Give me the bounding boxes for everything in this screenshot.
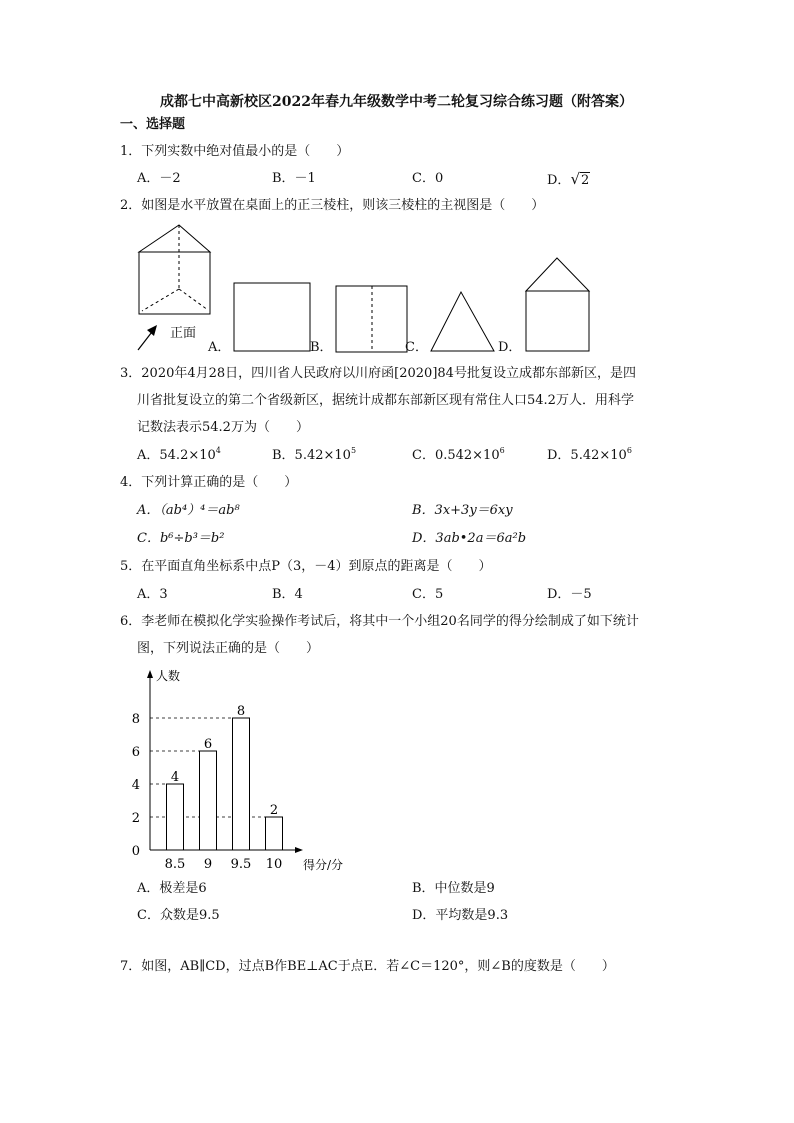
q1-option-b: B．－1: [272, 171, 316, 186]
x-tick-label-10: 10: [265, 857, 283, 872]
question-3-line-3: 记数法表示54.2万为（ ）: [137, 420, 309, 435]
q3-option-d-base: D．5.42×10: [547, 448, 627, 463]
q4-option-c: C．b⁶÷b³＝b²: [137, 531, 225, 546]
x-tick-label-9: 9: [203, 857, 213, 872]
q3-option-a-exponent: 4: [215, 446, 221, 455]
y-tick-label-0: 0: [131, 844, 140, 859]
q4-option-b: B．3x+3y＝6xy: [412, 503, 513, 518]
y-tick-label-8: 8: [131, 712, 140, 727]
data-label-8.5: 4: [170, 770, 180, 785]
section-heading: 一、选择题: [120, 117, 186, 132]
question-7-stem: 7．如图，AB∥CD，过点B作BE⊥AC于点E．若∠C＝120°，则∠B的度数是（ ）: [120, 959, 615, 974]
question-6-line-1: 6．李老师在模拟化学实验操作考试后，将其中一个小组20名同学的得分绘制成了如下统计: [120, 614, 639, 629]
prism-hidden-right: [179, 289, 208, 310]
q5-option-d: D．－5: [547, 587, 592, 602]
q6-option-b: B．中位数是9: [412, 881, 495, 896]
q1-option-d-label: D．: [547, 173, 571, 188]
sqrt-symbol: √: [570, 170, 580, 188]
bar-9: [200, 751, 217, 850]
y-tick-label-6: 6: [131, 745, 140, 760]
page-title: 成都七中高新校区2022年春九年级数学中考二轮复习综合练习题（附答案）: [160, 94, 633, 110]
data-label-10: 2: [269, 803, 279, 818]
q3-option-b-exponent: 5: [350, 446, 357, 455]
question-3-line-1: 3．2020年4月28日，四川省人民政府以川府函[2020]84号批复设立成都东部新区，是四: [120, 366, 636, 381]
q2-option-d: D．: [498, 340, 522, 355]
q6-option-d: D．平均数是9.3: [412, 908, 509, 923]
option-b-figure: [335, 285, 410, 355]
option-d-square: [526, 291, 589, 351]
sqrt-radicand: 2: [581, 173, 590, 188]
question-6-line-2: 图，下列说法正确的是（ ）: [137, 641, 320, 656]
q3-option-c-exponent: 6: [499, 446, 505, 455]
q5-option-b: B．4: [272, 587, 303, 602]
data-label-9.5: 8: [236, 704, 246, 719]
y-tick-label-2: 2: [131, 811, 140, 826]
q3-option-c-base: C．0.542×10: [412, 448, 500, 463]
prism-hidden-left: [142, 289, 179, 311]
option-d-figure: [523, 256, 593, 354]
y-axis-label: 人数: [156, 669, 181, 683]
option-a-rectangle: [234, 283, 310, 351]
q2-option-a: A．: [208, 340, 231, 355]
question-3-line-2: 川省批复设立的第二个省级新区，据统计成都东部新区现有常住人口54.2万人．用科学: [137, 393, 634, 408]
q5-option-a: A．3: [137, 587, 168, 602]
question-2-stem: 2．如图是水平放置在桌面上的正三棱柱，则该三棱柱的主视图是（ ）: [120, 198, 545, 213]
q3-option-d-exponent: 6: [626, 446, 632, 455]
y-tick-label-4: 4: [131, 778, 140, 793]
q2-option-b: B．: [310, 340, 333, 355]
question-4-stem: 4．下列计算正确的是（ ）: [120, 475, 298, 490]
front-arrow-head: [147, 325, 157, 336]
q3-option-b: [272, 448, 356, 464]
option-a-figure: [233, 282, 313, 354]
q6-option-c: C．众数是9.5: [137, 908, 220, 923]
q3-option-c: [412, 448, 505, 464]
bar-9.5: [233, 718, 250, 850]
bar-8.5: [167, 784, 184, 850]
q2-option-c: C．: [405, 340, 428, 355]
q4-option-d: D．3ab•2a＝6a²b: [412, 531, 527, 546]
x-tick-label-8.5: 8.5: [164, 857, 186, 872]
prism-front-face: [139, 252, 210, 314]
option-c-figure: [428, 290, 498, 354]
x-axis-label: 得分/分: [303, 858, 344, 872]
q3-option-d: [547, 448, 632, 464]
q1-option-a: A．－2: [137, 171, 181, 186]
q3-option-a-base: A．54.2×10: [137, 448, 216, 463]
bar-10: [266, 817, 283, 850]
x-axis-arrow: [295, 847, 303, 853]
q4-option-a: A．（ab⁴）⁴＝ab⁸: [137, 503, 240, 518]
question-1-stem: 1．下列实数中绝对值最小的是（ ）: [120, 144, 350, 159]
data-label-9: 6: [203, 737, 213, 752]
q6-option-a: A．极差是6: [137, 881, 207, 896]
q3-option-b-base: B．5.42×10: [272, 448, 351, 463]
prism-top-triangle: [139, 225, 210, 252]
q3-option-a: [137, 448, 221, 464]
option-d-triangle: [526, 258, 589, 291]
x-tick-label-9.5: 9.5: [230, 857, 252, 872]
front-label: 正面: [170, 326, 197, 341]
question-5-stem: 5．在平面直角坐标系中点P（3，－4）到原点的距离是（ ）: [120, 559, 492, 574]
option-c-triangle: [431, 292, 494, 351]
score-bar-chart: [120, 665, 380, 875]
q1-option-d: [547, 171, 590, 189]
q1-option-c: C．0: [412, 171, 444, 186]
y-axis-arrow: [147, 670, 153, 678]
q5-option-c: C．5: [412, 587, 444, 602]
